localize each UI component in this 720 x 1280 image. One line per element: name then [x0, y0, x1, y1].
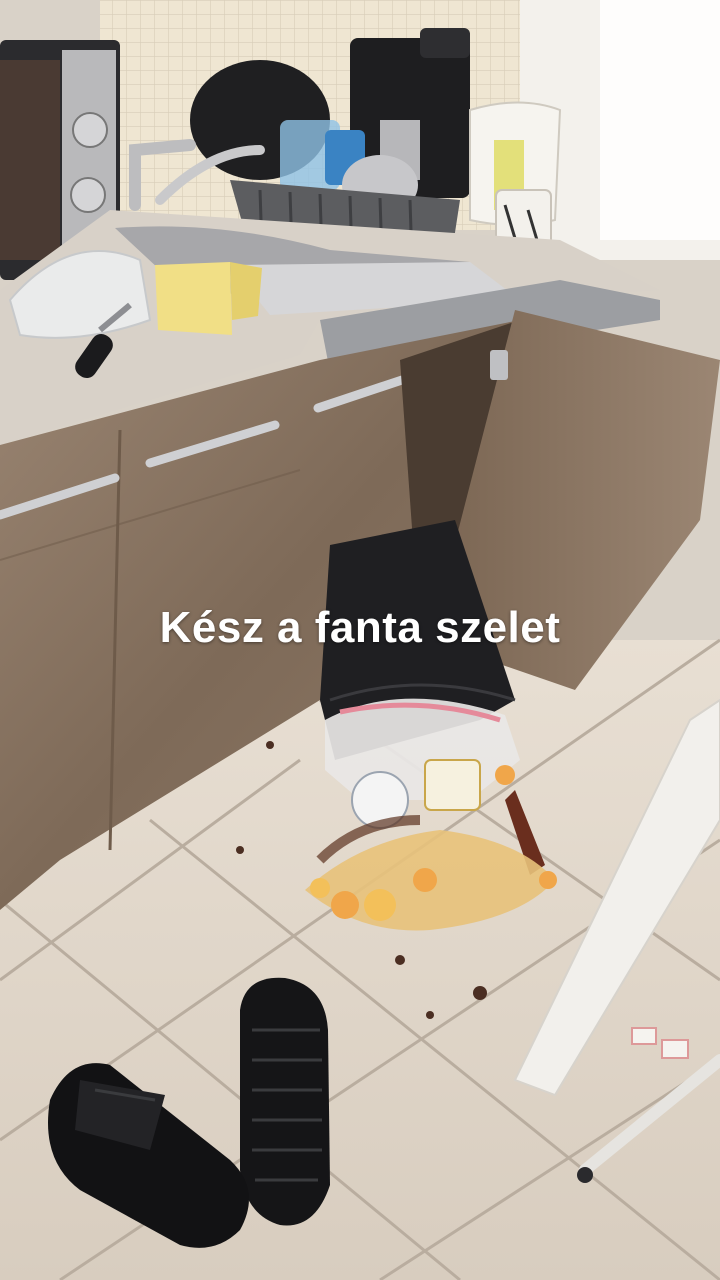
story-caption: Kész a fanta szelet [159, 603, 561, 652]
sandal-right [240, 978, 330, 1226]
